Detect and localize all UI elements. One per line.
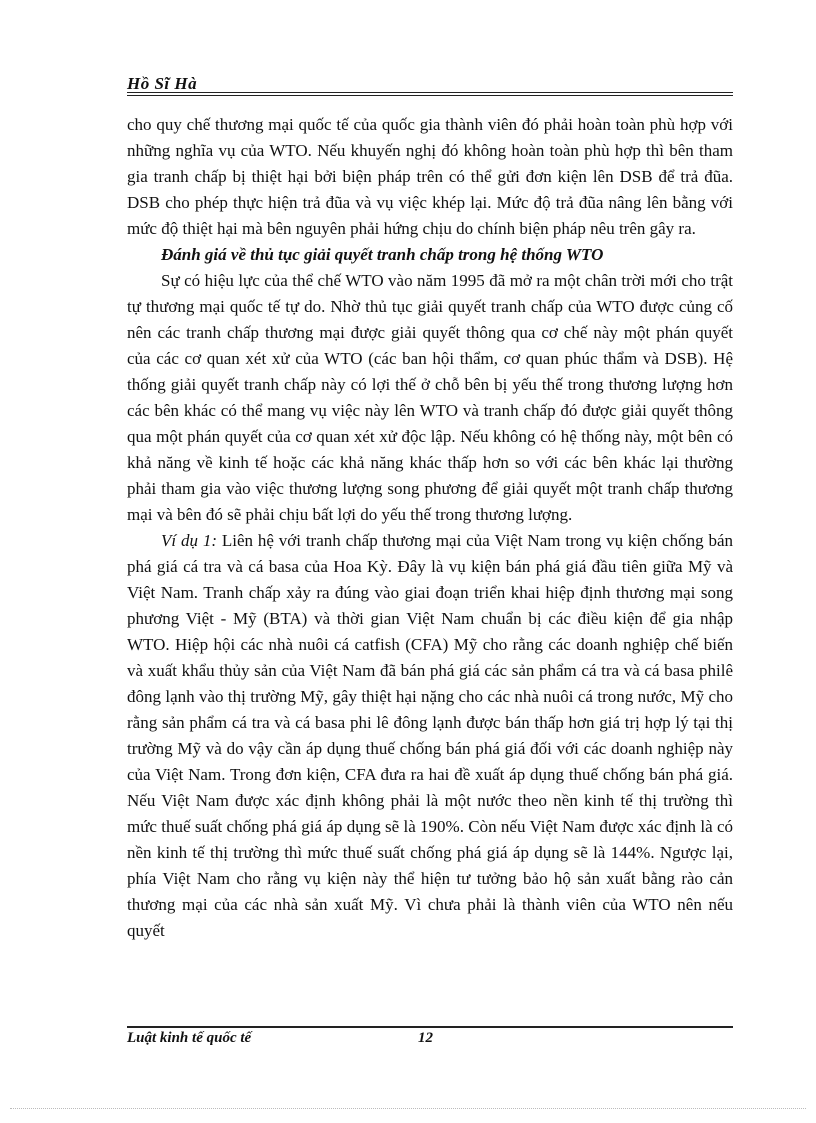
header-rule-secondary (127, 95, 733, 96)
paragraph-evaluation: Sự có hiệu lực của thể chế WTO vào năm 1995 đã mở ra một chân trời mới cho trật tự thương mại quốc tế tự do. Nhờ thủ tục giải quyết tranh chấp của WTO được củng cố nên các tranh chấp thương mại được giải quyết thông qua cơ chế này một phán quyết của các cơ quan xét xử của WTO (các ban hội thẩm, cơ quan phúc thẩm và DSB). Hệ thống giải quyết tranh chấp này có lợi thế ở chỗ bên bị yếu thế trong thương lượng hơn các bên khác có thể mang vụ việc này lên WTO và tranh chấp đó được giải quyết thông qua một phán quyết của cơ quan xét xử độc lập. Nếu không có hệ thống này, một bên có khả năng về kinh tế hoặc các khả năng khác thấp hơn so với các bên khác lại thường phải tham gia vào việc thương lượng song phương để giải quyết một tranh chấp thương mại và bên đó sẽ phải chịu bất lợi do yếu thế trong thương lượng. (127, 271, 733, 524)
footer-title: Luật kinh tế quốc tế (127, 1030, 252, 1046)
document-body (127, 112, 733, 944)
paragraph-continuation: cho quy chế thương mại quốc tế của quốc gia thành viên đó phải hoàn toàn phù hợp với những nghĩa vụ của WTO. Nếu khuyến nghị đó không hoàn toàn phù hợp thì bên tham gia tranh chấp bị thiệt hại bởi biện pháp trên có thể gửi đơn kiện lên DSB để trả đũa. DSB cho phép thực hiện trả đũa và vụ việc khép lại. Mức độ trả đũa nâng lên bằng với mức độ thiệt hại mà bên nguyên phải hứng chịu do chính biện pháp nêu trên gây ra. (127, 115, 733, 238)
section-heading: Đánh giá về thủ tục giải quyết tranh chấp trong hệ thống WTO (161, 245, 604, 264)
footer-rule (127, 1026, 733, 1028)
paragraph-example (127, 528, 733, 944)
header-rule (127, 92, 733, 93)
example-text: Liên hệ với tranh chấp thương mại của Việt Nam trong vụ kiện chống bán phá giá cá tra và cá basa của Hoa Kỳ. Đây là vụ kiện bán phá giá đầu tiên giữa Mỹ và Việt Nam. Tranh chấp xảy ra đúng vào giai đoạn triển khai hiệp định thương mại song phương Việt - Mỹ (BTA) và thời gian Việt Nam chuẩn bị các điều kiện để gia nhập WTO. Hiệp hội các nhà nuôi cá catfish (CFA) Mỹ cho rằng các doanh nghiệp chế biến và xuất khẩu thủy sản của Việt Nam đã bán phá giá các sản phẩm cá tra và cá basa philê đông lạnh vào thị trường Mỹ, gây thiệt hại nặng cho các nhà nuôi cá trong nước, Mỹ cho rằng sản phẩm cá tra và cá basa phi lê đông lạnh được bán thấp hơn giá trị hợp lý tại thị trường Mỹ và do vậy cần áp dụng thuế chống bán phá giá đối với các doanh nghiệp này của Việt Nam. Trong đơn kiện, CFA đưa ra hai đề xuất áp dụng thuế chống bán phá giá. Nếu Việt Nam được xác định không phải là một nước theo nền kinh tế thị trường thì mức thuế suất chống phá giá áp dụng sẽ là 190%. Còn nếu Việt Nam được xác định là có nền kinh tế thị trường thì mức thuế suất chống phá giá áp dụng sẽ là 144%. Ngược lại, phía Việt Nam cho rằng vụ kiện này thể hiện tư tưởng bảo hộ sản xuất bằng rào cản thương mại của các nhà sản xuất Mỹ. Vì chưa phải là thành viên của WTO nên nếu quyết (127, 531, 733, 940)
page-number: 12 (418, 1030, 433, 1046)
page-edge-divider (10, 1108, 806, 1109)
header-author: Hồ Sĩ Hà (127, 74, 198, 93)
example-label: Ví dụ 1: (161, 531, 217, 550)
